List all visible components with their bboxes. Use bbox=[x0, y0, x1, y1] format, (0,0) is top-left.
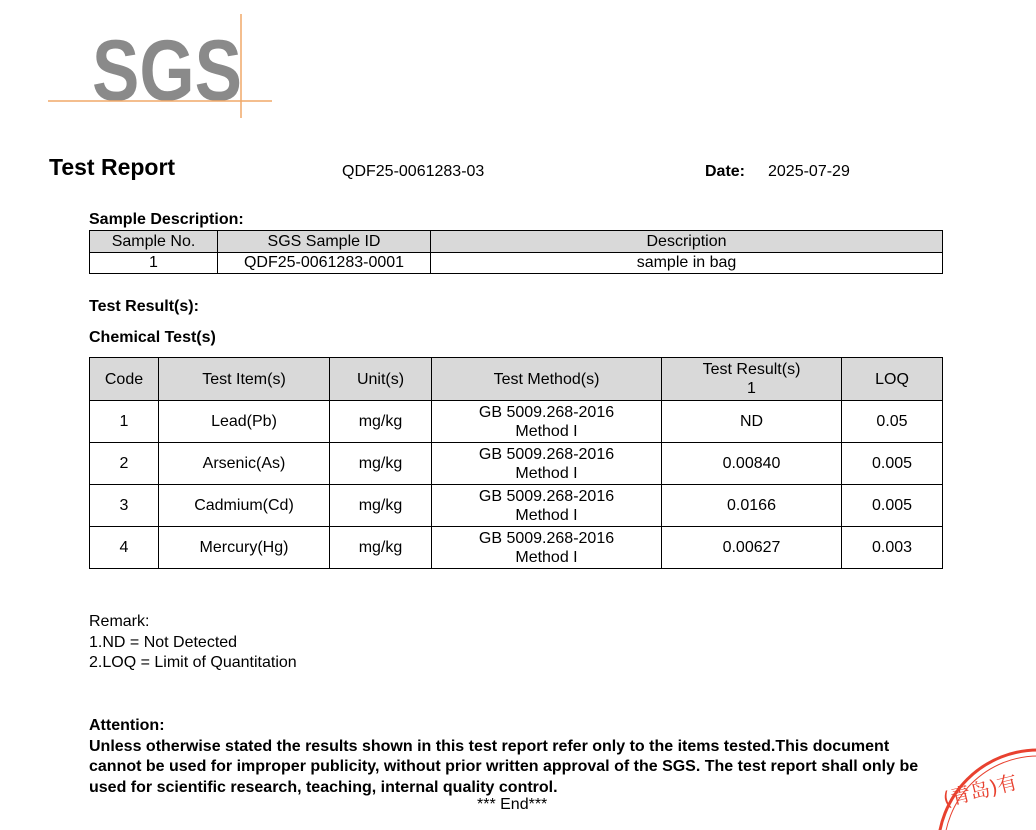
table-row bbox=[90, 485, 943, 527]
method-cell bbox=[432, 485, 662, 527]
table-row bbox=[90, 443, 943, 485]
unit-cell: mg/kg bbox=[330, 485, 432, 527]
description-cell: sample in bag bbox=[431, 253, 943, 274]
seal-text: (青岛)有 bbox=[940, 769, 1020, 812]
test-item-cell: Lead(Pb) bbox=[159, 401, 330, 443]
result-cell: ND bbox=[662, 401, 842, 443]
test-item-cell: Mercury(Hg) bbox=[159, 527, 330, 569]
test-item-cell: Arsenic(As) bbox=[159, 443, 330, 485]
code-cell: 3 bbox=[90, 485, 159, 527]
report-date: 2025-07-29 bbox=[768, 163, 850, 180]
code-cell: 1 bbox=[90, 401, 159, 443]
remark-label: Remark: bbox=[89, 613, 150, 630]
sample-description-label: Sample Description: bbox=[89, 211, 244, 228]
method-line: Method I bbox=[515, 548, 578, 566]
unit-cell: mg/kg bbox=[330, 401, 432, 443]
report-number: QDF25-0061283-03 bbox=[342, 163, 485, 180]
chemical-tests-label: Chemical Test(s) bbox=[89, 329, 216, 346]
method-line: Method I bbox=[515, 464, 578, 482]
column-header: Test Item(s) bbox=[159, 358, 330, 401]
test-results-label: Test Result(s): bbox=[89, 298, 199, 315]
method-cell bbox=[432, 527, 662, 569]
column-header: Test Method(s) bbox=[432, 358, 662, 401]
unit-cell: mg/kg bbox=[330, 443, 432, 485]
method-line: GB 5009.268-2016 bbox=[478, 403, 615, 421]
method-cell bbox=[432, 401, 662, 443]
column-header: Code bbox=[90, 358, 159, 401]
method-line: GB 5009.268-2016 bbox=[478, 445, 615, 463]
column-header: SGS Sample ID bbox=[218, 231, 431, 253]
attention-block bbox=[89, 716, 939, 798]
attention-label: Attention: bbox=[89, 717, 165, 734]
result-header-line: 1 bbox=[747, 380, 756, 397]
method-line: Method I bbox=[515, 506, 578, 524]
loq-cell: 0.003 bbox=[842, 527, 943, 569]
remark-block bbox=[89, 612, 297, 674]
remark-line: 1.ND = Not Detected bbox=[89, 633, 238, 651]
method-line: GB 5009.268-2016 bbox=[478, 529, 615, 547]
result-cell: 0.0166 bbox=[662, 485, 842, 527]
code-cell: 2 bbox=[90, 443, 159, 485]
result-cell: 0.00627 bbox=[662, 527, 842, 569]
table-row bbox=[90, 401, 943, 443]
end-marker: *** End*** bbox=[477, 796, 548, 813]
page-title: Test Report bbox=[49, 154, 176, 180]
chemical-test-table bbox=[89, 357, 943, 569]
method-cell bbox=[432, 443, 662, 485]
result-cell: 0.00840 bbox=[662, 443, 842, 485]
sample-table bbox=[89, 230, 943, 274]
method-line: GB 5009.268-2016 bbox=[478, 487, 615, 505]
column-header: LOQ bbox=[842, 358, 943, 401]
sgs-logo-text: SGS bbox=[92, 23, 242, 119]
chemical-table-header bbox=[90, 358, 943, 401]
test-item-cell: Cadmium(Cd) bbox=[159, 485, 330, 527]
result-header-line: Test Result(s) bbox=[702, 361, 801, 378]
table-row bbox=[90, 527, 943, 569]
method-line: Method I bbox=[515, 422, 578, 440]
code-cell: 4 bbox=[90, 527, 159, 569]
column-header: Sample No. bbox=[90, 231, 218, 253]
sgs-logo bbox=[48, 14, 272, 120]
sample-no-cell: 1 bbox=[90, 253, 218, 274]
table-row bbox=[90, 253, 943, 274]
column-header bbox=[662, 358, 842, 401]
loq-cell: 0.005 bbox=[842, 443, 943, 485]
attention-text: Unless otherwise stated the results shown in this test report refer only to the items tested.This document cannot be used for improper publicity, without prior written approval of the SGS. The test report shall only be used for scientific research, teaching, internal quality control. bbox=[89, 737, 919, 796]
sample-table-header bbox=[90, 231, 943, 253]
unit-cell: mg/kg bbox=[330, 527, 432, 569]
company-seal bbox=[938, 740, 1036, 830]
loq-cell: 0.005 bbox=[842, 485, 943, 527]
loq-cell: 0.05 bbox=[842, 401, 943, 443]
sample-id-cell: QDF25-0061283-0001 bbox=[218, 253, 431, 274]
column-header: Description bbox=[431, 231, 943, 253]
remark-line: 2.LOQ = Limit of Quantitation bbox=[89, 654, 297, 671]
column-header: Unit(s) bbox=[330, 358, 432, 401]
date-label: Date: bbox=[705, 163, 746, 180]
